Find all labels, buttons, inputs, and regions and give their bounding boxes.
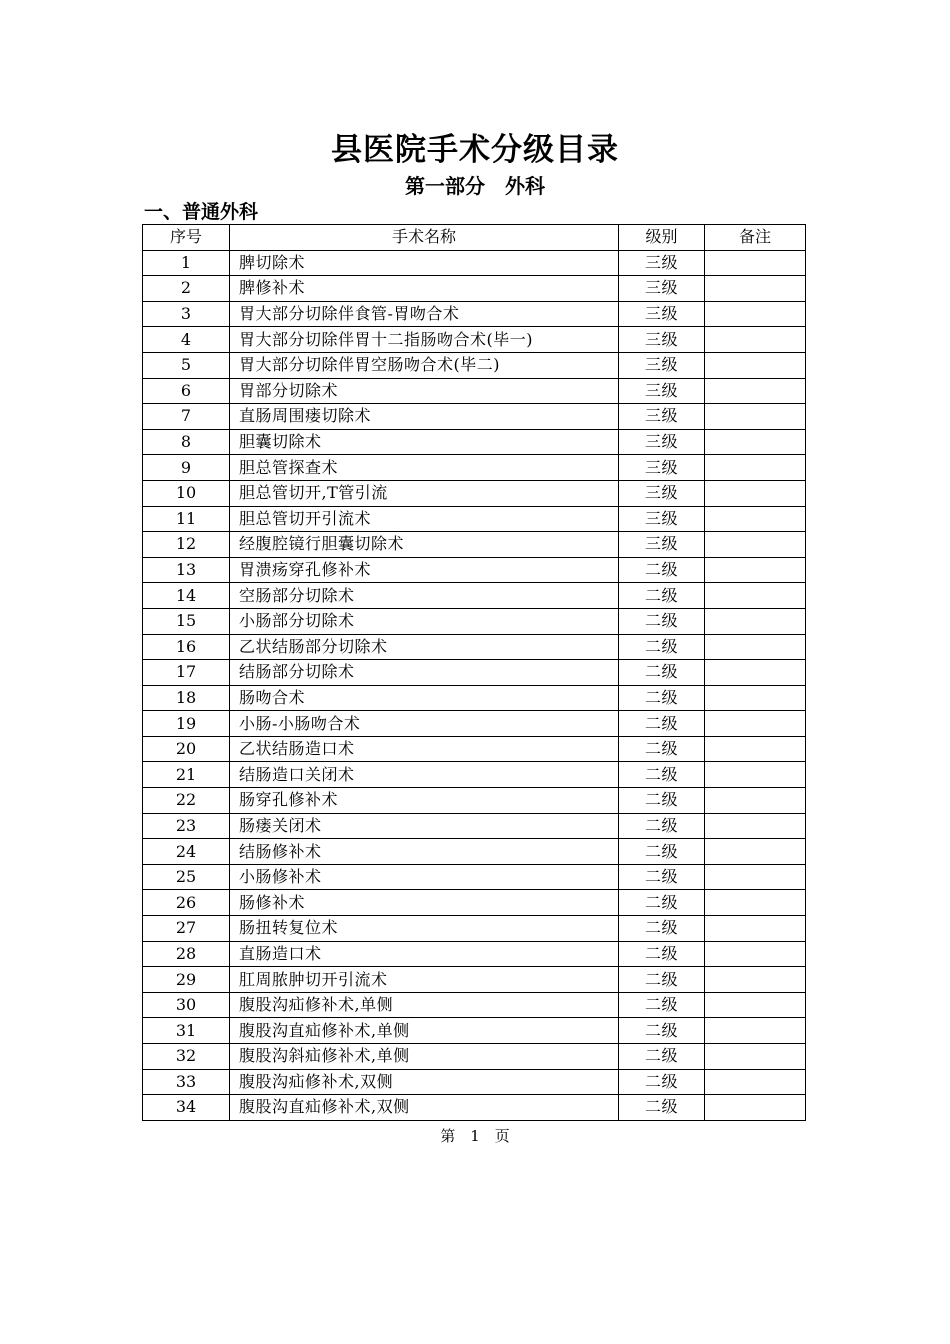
row-index: 20 [143, 736, 230, 762]
row-surgery-name: 腹股沟直疝修补术,单侧 [230, 1018, 619, 1044]
row-index: 21 [143, 762, 230, 788]
table-row [143, 1069, 806, 1095]
table-row [143, 532, 806, 558]
row-level: 三级 [619, 327, 705, 353]
row-level: 三级 [619, 532, 705, 558]
table-row [143, 250, 806, 276]
row-note [705, 660, 806, 686]
row-index: 24 [143, 839, 230, 865]
row-surgery-name: 肛周脓肿切开引流术 [230, 967, 619, 993]
header-surgery-name: 手术名称 [230, 225, 619, 251]
row-level: 二级 [619, 967, 705, 993]
header-level: 级别 [619, 225, 705, 251]
row-index: 4 [143, 327, 230, 353]
row-index: 1 [143, 250, 230, 276]
row-index: 5 [143, 352, 230, 378]
row-index: 23 [143, 813, 230, 839]
row-index: 7 [143, 404, 230, 430]
row-index: 16 [143, 634, 230, 660]
row-surgery-name: 肠修补术 [230, 890, 619, 916]
header-note: 备注 [705, 225, 806, 251]
row-index: 18 [143, 685, 230, 711]
row-surgery-name: 空肠部分切除术 [230, 583, 619, 609]
part-subtitle: 第一部分 外科 [405, 174, 545, 198]
row-surgery-name: 直肠造口术 [230, 941, 619, 967]
row-level: 三级 [619, 301, 705, 327]
row-level: 二级 [619, 736, 705, 762]
row-note [705, 327, 806, 353]
table-row [143, 352, 806, 378]
row-index: 22 [143, 788, 230, 814]
row-note [705, 839, 806, 865]
row-level: 二级 [619, 608, 705, 634]
row-note [705, 992, 806, 1018]
table-row [143, 583, 806, 609]
row-surgery-name: 脾切除术 [230, 250, 619, 276]
table-row [143, 762, 806, 788]
row-note [705, 634, 806, 660]
row-index: 30 [143, 992, 230, 1018]
row-surgery-name: 小肠部分切除术 [230, 608, 619, 634]
table-row [143, 813, 806, 839]
row-index: 19 [143, 711, 230, 737]
table-row [143, 736, 806, 762]
row-surgery-name: 腹股沟疝修补术,双侧 [230, 1069, 619, 1095]
table-row [143, 788, 806, 814]
row-note [705, 1095, 806, 1121]
table-row [143, 711, 806, 737]
row-surgery-name: 乙状结肠造口术 [230, 736, 619, 762]
row-note [705, 352, 806, 378]
row-level: 二级 [619, 788, 705, 814]
row-level: 二级 [619, 864, 705, 890]
row-index: 6 [143, 378, 230, 404]
row-surgery-name: 脾修补术 [230, 276, 619, 302]
row-surgery-name: 胃大部分切除伴胃十二指肠吻合术(毕一) [230, 327, 619, 353]
table-row [143, 557, 806, 583]
row-note [705, 813, 806, 839]
table-row [143, 480, 806, 506]
table-row [143, 864, 806, 890]
row-surgery-name: 腹股沟斜疝修补术,单侧 [230, 1044, 619, 1070]
row-level: 二级 [619, 557, 705, 583]
row-surgery-name: 胃溃疡穿孔修补术 [230, 557, 619, 583]
row-index: 34 [143, 1095, 230, 1121]
row-note [705, 941, 806, 967]
row-surgery-name: 胃部分切除术 [230, 378, 619, 404]
row-index: 28 [143, 941, 230, 967]
table-row [143, 634, 806, 660]
row-level: 二级 [619, 634, 705, 660]
row-index: 3 [143, 301, 230, 327]
row-level: 二级 [619, 992, 705, 1018]
row-index: 25 [143, 864, 230, 890]
row-note [705, 864, 806, 890]
table-row [143, 890, 806, 916]
row-level: 三级 [619, 352, 705, 378]
row-note [705, 557, 806, 583]
row-level: 二级 [619, 1018, 705, 1044]
row-level: 二级 [619, 762, 705, 788]
table-row [143, 941, 806, 967]
row-level: 二级 [619, 1069, 705, 1095]
table-row [143, 1044, 806, 1070]
table-row [143, 327, 806, 353]
row-level: 三级 [619, 455, 705, 481]
row-note [705, 429, 806, 455]
row-level: 二级 [619, 660, 705, 686]
row-index: 33 [143, 1069, 230, 1095]
row-note [705, 583, 806, 609]
table-row [143, 276, 806, 302]
row-note [705, 506, 806, 532]
surgery-grade-table [142, 224, 806, 1121]
row-level: 三级 [619, 404, 705, 430]
row-note [705, 890, 806, 916]
row-level: 二级 [619, 916, 705, 942]
row-surgery-name: 肠吻合术 [230, 685, 619, 711]
row-surgery-name: 胆囊切除术 [230, 429, 619, 455]
row-level: 二级 [619, 813, 705, 839]
row-level: 二级 [619, 890, 705, 916]
row-level: 三级 [619, 429, 705, 455]
row-note [705, 685, 806, 711]
row-level: 二级 [619, 1044, 705, 1070]
row-surgery-name: 结肠部分切除术 [230, 660, 619, 686]
row-surgery-name: 腹股沟疝修补术,单侧 [230, 992, 619, 1018]
row-surgery-name: 肠瘘关闭术 [230, 813, 619, 839]
row-level: 三级 [619, 276, 705, 302]
row-surgery-name: 小肠修补术 [230, 864, 619, 890]
row-level: 二级 [619, 711, 705, 737]
row-index: 11 [143, 506, 230, 532]
row-surgery-name: 肠扭转复位术 [230, 916, 619, 942]
row-surgery-name: 经腹腔镜行胆囊切除术 [230, 532, 619, 558]
table-row [143, 967, 806, 993]
table-row [143, 378, 806, 404]
row-index: 8 [143, 429, 230, 455]
row-level: 二级 [619, 941, 705, 967]
row-level: 二级 [619, 583, 705, 609]
table-row [143, 429, 806, 455]
table-row [143, 685, 806, 711]
row-index: 29 [143, 967, 230, 993]
table-row [143, 404, 806, 430]
row-index: 27 [143, 916, 230, 942]
row-note [705, 480, 806, 506]
row-index: 17 [143, 660, 230, 686]
row-level: 二级 [619, 1095, 705, 1121]
row-index: 10 [143, 480, 230, 506]
table-row [143, 608, 806, 634]
row-surgery-name: 乙状结肠部分切除术 [230, 634, 619, 660]
row-index: 12 [143, 532, 230, 558]
row-level: 二级 [619, 839, 705, 865]
row-note [705, 1018, 806, 1044]
table-row [143, 1018, 806, 1044]
row-index: 13 [143, 557, 230, 583]
table-row [143, 992, 806, 1018]
row-surgery-name: 肠穿孔修补术 [230, 788, 619, 814]
row-note [705, 736, 806, 762]
row-level: 三级 [619, 480, 705, 506]
row-index: 32 [143, 1044, 230, 1070]
header-index: 序号 [143, 225, 230, 251]
row-note [705, 404, 806, 430]
row-surgery-name: 胃大部分切除伴食管-胃吻合术 [230, 301, 619, 327]
table-row [143, 455, 806, 481]
table-body [143, 250, 806, 1120]
document-title: 县医院手术分级目录 [331, 132, 619, 168]
row-note [705, 608, 806, 634]
row-index: 31 [143, 1018, 230, 1044]
table-row [143, 660, 806, 686]
row-level: 三级 [619, 378, 705, 404]
row-note [705, 455, 806, 481]
row-surgery-name: 胃大部分切除伴胃空肠吻合术(毕二) [230, 352, 619, 378]
row-note [705, 1044, 806, 1070]
table-row [143, 839, 806, 865]
table-header-row [143, 225, 806, 251]
row-note [705, 711, 806, 737]
row-note [705, 762, 806, 788]
row-index: 9 [143, 455, 230, 481]
row-note [705, 1069, 806, 1095]
table-row [143, 916, 806, 942]
row-note [705, 250, 806, 276]
row-note [705, 967, 806, 993]
row-level: 三级 [619, 506, 705, 532]
row-note [705, 532, 806, 558]
row-note [705, 276, 806, 302]
row-surgery-name: 腹股沟直疝修补术,双侧 [230, 1095, 619, 1121]
row-note [705, 378, 806, 404]
row-index: 26 [143, 890, 230, 916]
row-surgery-name: 胆总管切开,T管引流 [230, 480, 619, 506]
page-number: 第 1 页 [440, 1127, 510, 1145]
table-row [143, 506, 806, 532]
row-surgery-name: 胆总管探查术 [230, 455, 619, 481]
row-index: 14 [143, 583, 230, 609]
section-heading: 一、普通外科 [144, 201, 259, 223]
row-surgery-name: 结肠造口关闭术 [230, 762, 619, 788]
row-surgery-name: 直肠周围瘘切除术 [230, 404, 619, 430]
row-note [705, 916, 806, 942]
row-surgery-name: 胆总管切开引流术 [230, 506, 619, 532]
row-index: 2 [143, 276, 230, 302]
row-note [705, 788, 806, 814]
row-level: 三级 [619, 250, 705, 276]
table-row [143, 301, 806, 327]
row-surgery-name: 小肠-小肠吻合术 [230, 711, 619, 737]
table-row [143, 1095, 806, 1121]
row-surgery-name: 结肠修补术 [230, 839, 619, 865]
row-index: 15 [143, 608, 230, 634]
row-note [705, 301, 806, 327]
row-level: 二级 [619, 685, 705, 711]
